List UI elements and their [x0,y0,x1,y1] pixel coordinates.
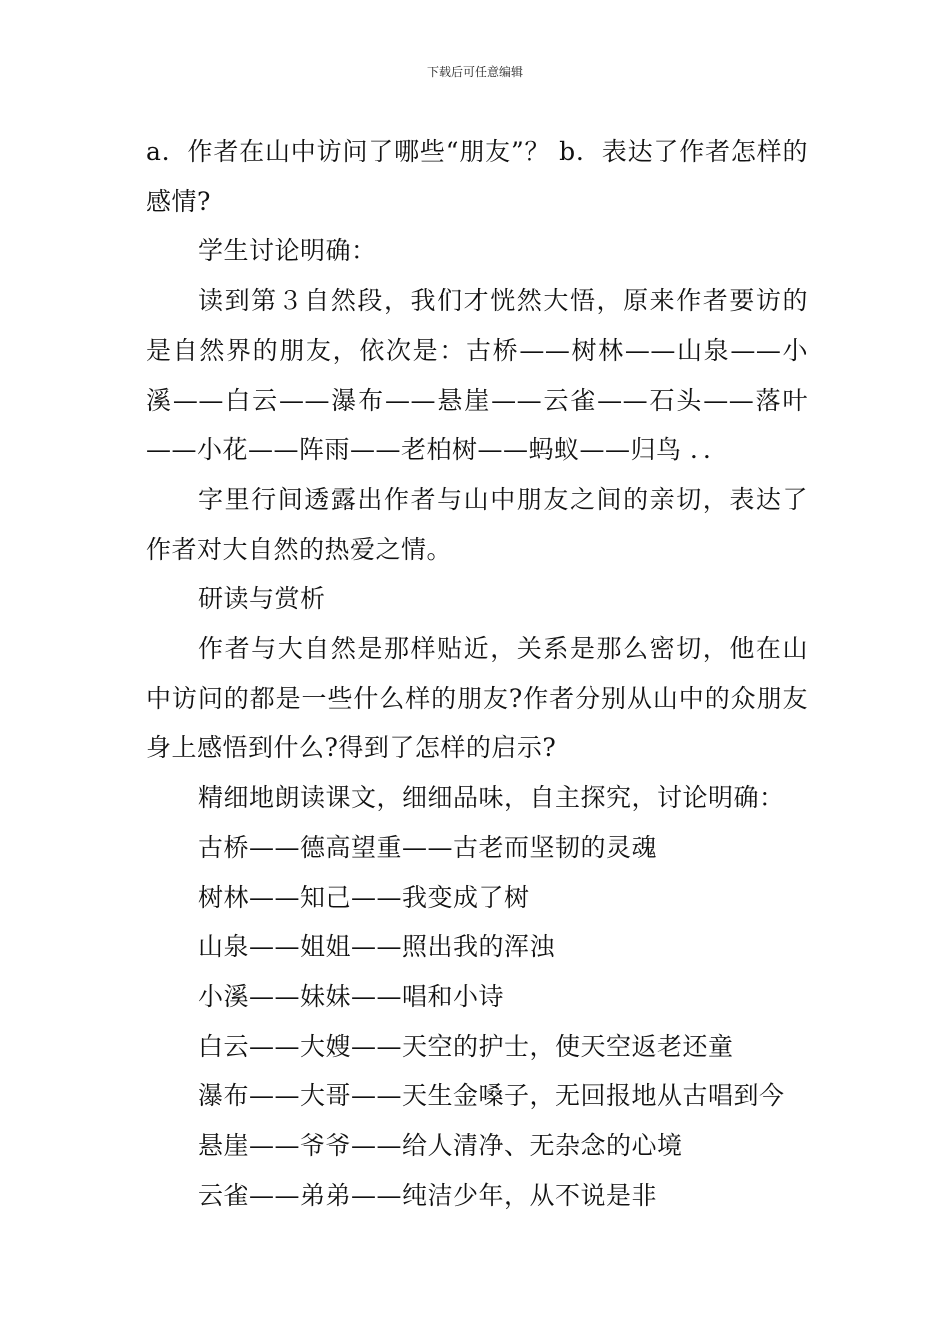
friend-line: 古桥——德高望重——古老而坚韧的灵魂 [198,832,658,862]
discussion-heading: 学生讨论明确： [198,236,377,266]
friend-line: 山泉——姐姐——照出我的浑浊 [198,932,556,962]
question-paragraph: a．作者在山中访问了哪些“朋友”？ b．表达了作者怎样的感情? [146,137,808,216]
question-block-paragraph: 作者与大自然是那样贴近，关系是那么密切，他在山中访问的都是一些什么样的朋友?作者分别从山中的众朋友身上感悟到什么?得到了怎样的启示? [146,634,808,763]
instruction-paragraph: 精细地朗读课文，细细品味，自主探究，讨论明确： [198,783,785,813]
friend-line: 瀑布——大哥——天生金嗓子，无回报地从古唱到今 [198,1081,785,1111]
section-title: 研读与赏析 [198,584,326,614]
friend-line: 悬崖——爷爷——给人清净、无杂念的心境 [198,1131,683,1161]
page-header-note: 下载后可任意编辑 [426,65,523,79]
friend-line: 树林——知己——我变成了树 [198,882,530,912]
friend-line: 云雀——弟弟——纯洁少年，从不说是非 [198,1180,658,1210]
friends-sequence-paragraph: 读到第３自然段，我们才恍然大悟，原来作者要访的是自然界的朋友，依次是：古桥——树林——山泉——小溪——白云——瀑布——悬崖——云雀——石头——落叶——小花——阵雨——老柏树——蚂蚁——归鸟 ．． [146,286,808,465]
friend-line: 白云——大嫂——天空的护士，使天空返老还童 [198,1031,734,1061]
feeling-paragraph: 字里行间透露出作者与山中朋友之间的亲切，表达了作者对大自然的热爱之情。 [146,484,808,564]
friend-line: 小溪——妹妹——唱和小诗 [198,981,505,1011]
document-body [146,127,808,1220]
